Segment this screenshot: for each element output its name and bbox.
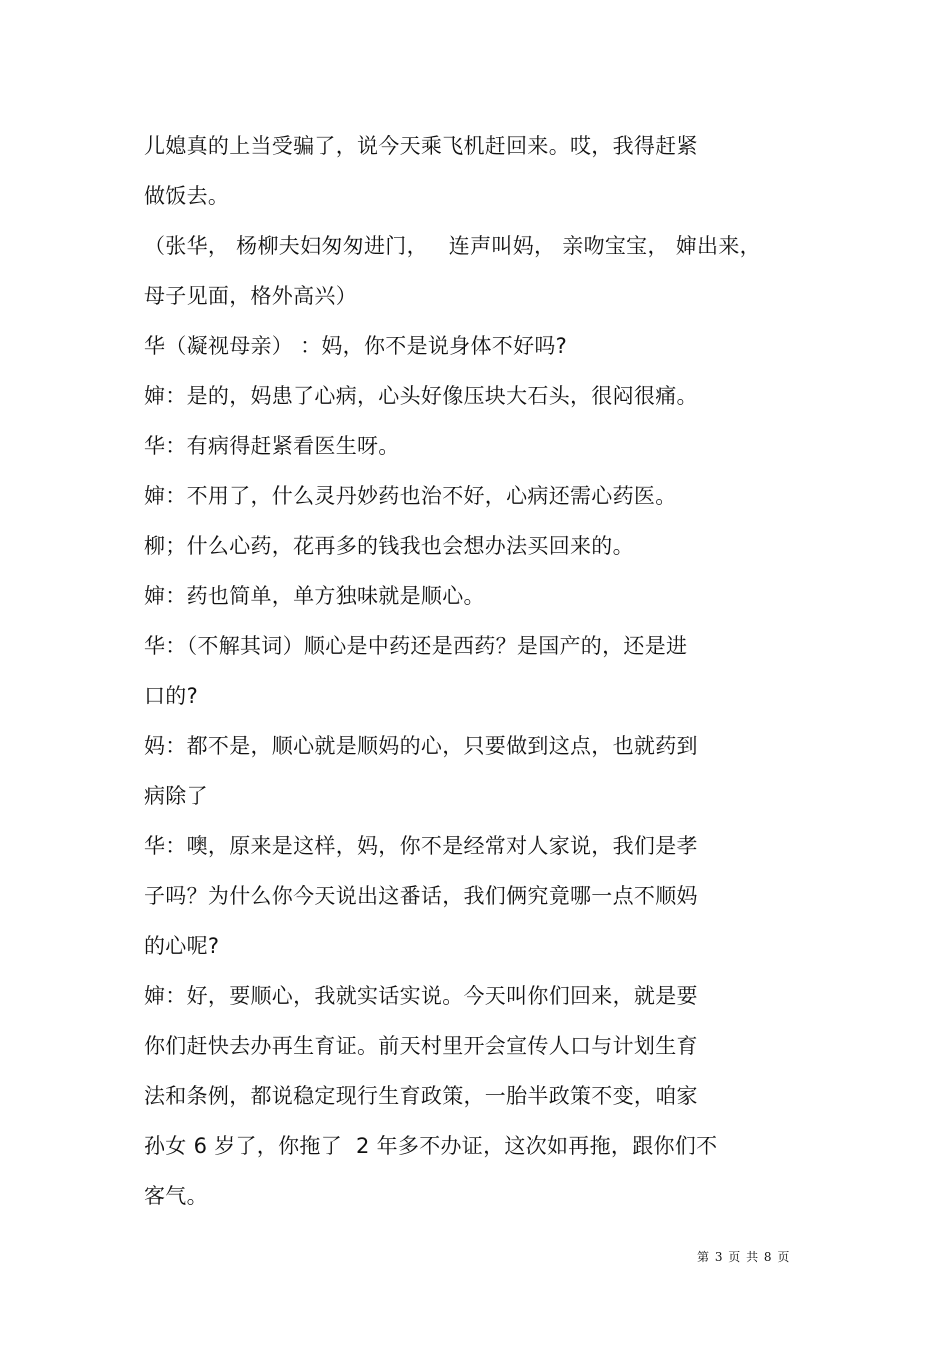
text-line: 华：（不解其词）顺心是中药还是西药？是国产的，还是进 — [144, 634, 688, 658]
text-line: 华：噢，原来是这样，妈，你不是经常对人家说，我们是孝 — [144, 834, 698, 858]
text-line: 妈：都不是，顺心就是顺妈的心，只要做到这点，也就药到 — [144, 734, 698, 758]
text-line: 病除了 — [144, 784, 208, 808]
text-line: 婶：不用了，什么灵丹妙药也治不好，心病还需心药医。 — [144, 484, 677, 508]
text-line: 婶：药也简单，单方独味就是顺心。 — [144, 584, 485, 608]
text-line: （张华， 杨柳夫妇匆匆进门， 连声叫妈， 亲吻宝宝， 婶出来， — [144, 234, 761, 258]
text-line: 子吗？为什么你今天说出这番话，我们俩究竟哪一点不顺妈 — [144, 884, 698, 908]
text-line: 客气。 — [144, 1184, 208, 1208]
text-line: 柳；什么心药，花再多的钱我也会想办法买回来的。 — [144, 534, 634, 558]
body-text — [144, 121, 804, 1221]
text-line: 你们赶快去办再生育证。前天村里开会宣传人口与计划生育 — [144, 1034, 698, 1058]
text-line: 儿媳真的上当受骗了，说今天乘飞机赶回来。哎，我得赶紧 — [144, 134, 698, 158]
page-number: 第 3 页 共 8 页 — [697, 1250, 791, 1264]
text-line: 母子见面，格外高兴） — [144, 284, 357, 308]
text-line: 口的? — [144, 684, 199, 708]
text-line: 做饭去。 — [144, 184, 230, 208]
text-line: 华（凝视母亲） ：妈，你不是说身体不好吗? — [144, 334, 568, 358]
text-line: 孙女 6 岁了，你拖了 2 年多不办证，这次如再拖，跟你们不 — [144, 1134, 718, 1158]
text-line: 婶：好，要顺心，我就实话实说。今天叫你们回来，就是要 — [144, 984, 698, 1008]
text-line: 的心呢? — [144, 934, 220, 958]
text-line: 婶：是的，妈患了心病，心头好像压块大石头，很闷很痛。 — [144, 384, 698, 408]
text-line: 华：有病得赶紧看医生呀。 — [144, 434, 400, 458]
text-line: 法和条例，都说稳定现行生育政策，一胎半政策不变，咱家 — [144, 1084, 698, 1108]
